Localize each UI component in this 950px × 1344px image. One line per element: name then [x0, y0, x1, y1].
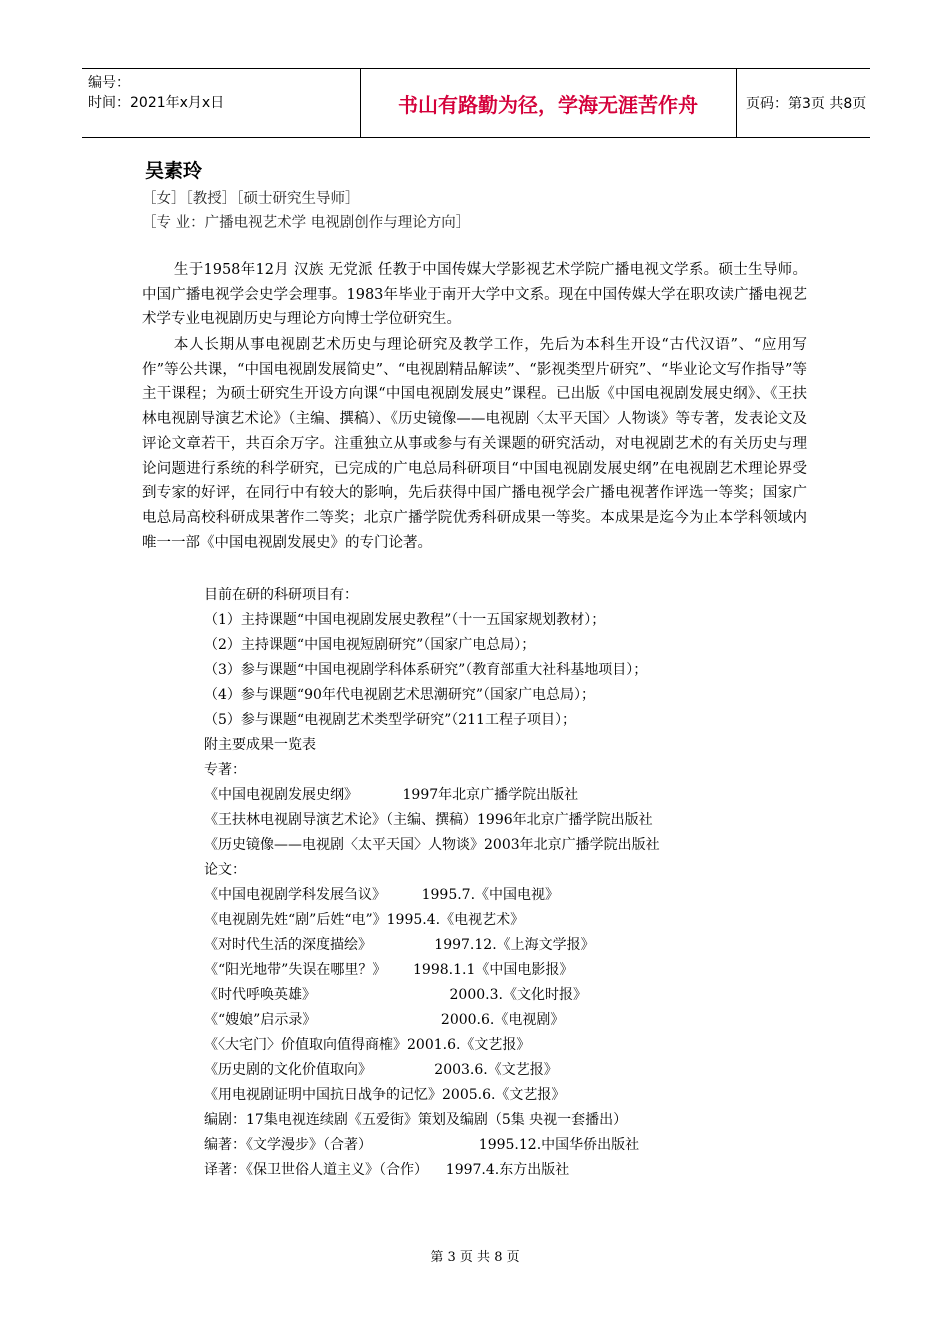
- page-footer: 第 3 页 共 8 页: [430, 1250, 520, 1265]
- paper-item: 《〈大宅门〉价值取向值得商榷》2001.6.《文艺报》: [204, 1037, 531, 1053]
- paper-item: 《中国电视剧学科发展刍议》 1995.7.《中国电视》: [204, 887, 560, 903]
- header-divider: [736, 69, 737, 137]
- header-table: [82, 68, 870, 138]
- research-paragraph: 本人长期从事电视剧艺术历史与理论研究及教学工作，先后为本科生开设“古代汉语”、“应用写作”等公共课，“中国电视剧发展简史”、“电视剧精品解读”、“影视类型片研究”、“毕业论文写作指导”等主干课程；为硕士研究生开设方向课“中国电视剧发展史”课程。已出版《中国电视剧发展史纲》、《王扶林电视剧导演艺术论》（主编、撰稿）、《历史镜像——电视剧〈太平天国〉人物谈》等专著，发表论文及评论文章若干，共百余万字。注重独立从事或参与有关课题的研究活动，对电视剧艺术的有关历史与理论问题进行系统的科学研究，已完成的广电总局科研项目“中国电视剧发展史纲”在电视剧艺术理论界受到专家的好评，在同行中有较大的影响，先后获得中国广播电视学会广播电视著作评选一等奖；国家广电总局高校科研成果著作二等奖；北京广播学院优秀科研成果一等奖。本成果是迄今为止本学科领域内唯一一部《中国电视剧发展史》的专门论著。: [142, 337, 807, 551]
- project-item: （5）参与课题“电视剧艺术类型学研究”（211工程子项目）；: [204, 712, 576, 728]
- project-item: （1）主持课题“中国电视剧发展史教程”（十一五国家规划教材）；: [204, 612, 606, 628]
- monographs-heading: 专著：: [204, 762, 246, 778]
- page-label: 页码：第3页 共8页: [746, 96, 867, 112]
- paper-item: 《“阳光地带”失误在哪里？》 1998.1.1《中国电影报》: [204, 962, 574, 978]
- profile-major: ［专 业：广播电视艺术学 电视剧创作与理论方向］: [142, 215, 471, 231]
- project-item: （2）主持课题“中国电视短剧研究”（国家广电总局）；: [204, 637, 536, 653]
- header-left-cell: [88, 73, 278, 113]
- motto: 书山有路勤为径，学海无涯苦作舟: [398, 92, 698, 117]
- bio-paragraph: 生于1958年12月 汉族 无党派 任教于中国传媒大学影视艺术学院广播电视文学系。硕士生导师。中国广播电视学会史学会理事。1983年毕业于南开大学中文系。现在中国传媒大学在职攻读广播电视艺术学专业电视剧历史与理论方向博士学位研究生。: [142, 262, 807, 328]
- paper-item: 《电视剧先姓“剧”后姓“电”》1995.4.《电视艺术》: [204, 912, 525, 928]
- monograph-item: 《历史镜像——电视剧〈太平天国〉人物谈》2003年北京广播学院出版社: [204, 837, 660, 853]
- profile-name: 吴素玲: [145, 160, 203, 182]
- number-label: 编号：: [88, 75, 130, 91]
- paper-item: 《对时代生活的深度描绘》 1997.12.《上海文学报》: [204, 937, 595, 953]
- project-item: （4）参与课题“90年代电视剧艺术思潮研究”（国家广电总局）；: [204, 687, 596, 703]
- time-label: 时间：2021年x月x日: [88, 95, 225, 111]
- papers-heading: 论文：: [204, 862, 246, 878]
- project-item: （3）参与课题“中国电视剧学科体系研究”（教育部重大社科基地项目）；: [204, 662, 648, 678]
- paper-item: 《用电视剧证明中国抗日战争的记忆》2005.6.《文艺报》: [204, 1087, 566, 1103]
- projects-heading: 目前在研的科研项目有：: [204, 587, 358, 603]
- paper-item: 《时代呼唤英雄》 2000.3.《文化时报》: [204, 987, 587, 1003]
- monograph-item: 《中国电视剧发展史纲》 1997年北京广播学院出版社: [204, 787, 579, 803]
- monograph-item: 《王扶林电视剧导演艺术论》（主编、撰稿）1996年北京广播学院出版社: [204, 812, 653, 828]
- screenplay-item: 编剧：17集电视连续剧《五爱街》策划及编剧（5集 央视一套播出）: [204, 1112, 628, 1128]
- profile-titles: ［女］［教授］［硕士研究生导师］: [142, 191, 360, 207]
- achievements-heading: 附主要成果一览表: [204, 737, 316, 753]
- paper-item: 《“嫂娘”启示录》 2000.6.《电视剧》: [204, 1012, 565, 1028]
- translation-item: 译著：《保卫世俗人道主义》（合作） 1997.4.东方出版社: [204, 1162, 570, 1178]
- paper-item: 《历史剧的文化价值取向》 2003.6.《文艺报》: [204, 1062, 558, 1078]
- edited-work-item: 编著：《文学漫步》（合著） 1995.12.中国华侨出版社: [204, 1137, 640, 1153]
